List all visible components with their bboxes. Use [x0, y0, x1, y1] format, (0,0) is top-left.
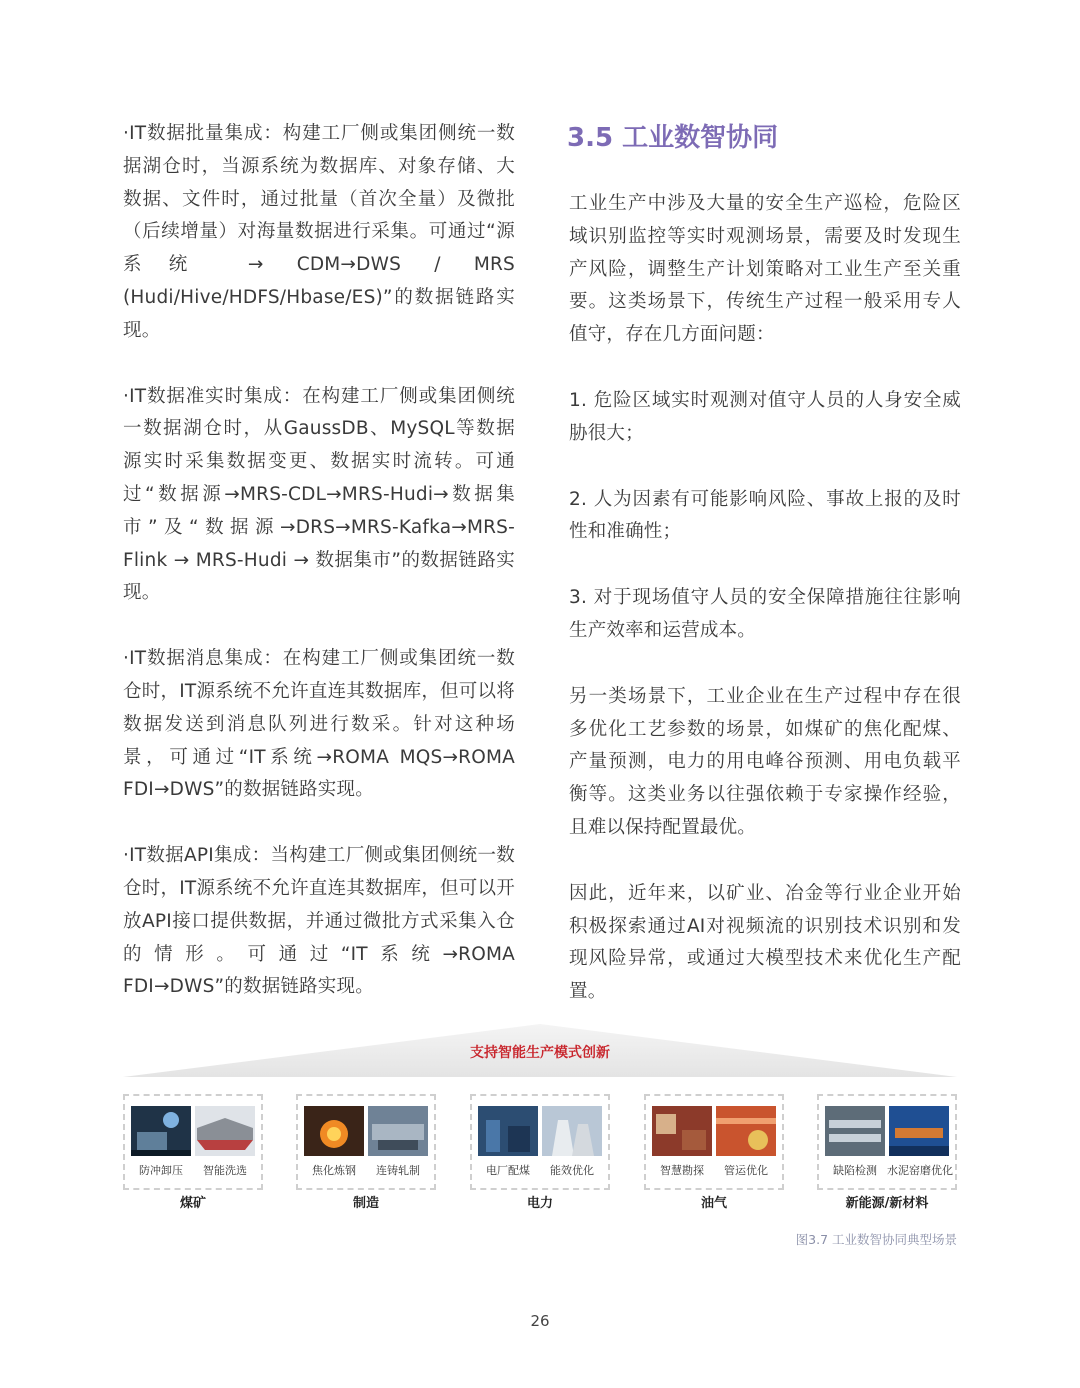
paragraph-intro: 工业生产中涉及大量的安全生产巡检，危险区域识别监控等实时观测场景，需要及时发现生产风险，调整生产计划策略对工业生产至关重要。这类场景下，传统生产过程一般采用专人值守，存在几方面问题： — [569, 193, 961, 346]
caption-item: 管运优化 — [724, 1164, 768, 1177]
group-name: 电力 — [526, 1196, 553, 1211]
right-column — [569, 118, 961, 1042]
paragraph-issue-3: 3. 对于现场值守人员的安全保障措施往往影响生产效率和运营成本。 — [569, 587, 961, 641]
group-name: 新能源/新材料 — [845, 1196, 929, 1211]
paragraph-conclusion: 因此，近年来，以矿业、冶金等行业企业开始积极探索通过AI对视频流的识别技术识别和发现风险异常，或通过大模型技术来优化生产配置。 — [569, 882, 961, 1003]
photo-smart-washing — [195, 1106, 255, 1156]
photo-pipeline-optimization — [716, 1106, 776, 1156]
banner-title: 支持智能生产模式创新 — [470, 1045, 610, 1061]
group-manufacturing — [296, 1094, 436, 1211]
group-box — [123, 1094, 263, 1190]
figure-caption: 图3.7 工业数智协同典型场景 — [795, 1232, 957, 1247]
caption-item: 缺陷检测 — [833, 1164, 877, 1177]
caption-item: 智能洗选 — [203, 1164, 247, 1177]
group-name: 制造 — [352, 1196, 379, 1211]
caption-item: 智慧勘探 — [660, 1164, 704, 1177]
caption-item: 防冲卸压 — [139, 1164, 183, 1177]
caption-item: 连铸轧制 — [376, 1164, 420, 1177]
group-oil-gas — [644, 1094, 784, 1211]
group-box — [817, 1094, 957, 1190]
group-box — [296, 1094, 436, 1190]
group-box — [470, 1094, 610, 1190]
section-heading: 3.5 工业数智协同 — [567, 123, 779, 153]
caption-item: 水泥窑磨优化 — [887, 1164, 953, 1177]
photo-anti-impact — [131, 1106, 191, 1156]
photo-coking-steel — [304, 1106, 364, 1156]
paragraph-issue-2: 2. 人为因素有可能影响风险、事故上报的及时性和准确性； — [569, 488, 961, 543]
group-name: 油气 — [700, 1196, 727, 1211]
scenario-figure — [123, 1022, 957, 1222]
paragraph-issue-1: 1. 危险区域实时观测对值守人员的人身安全威胁很大； — [569, 389, 961, 444]
caption-item: 焦化炼钢 — [312, 1164, 356, 1177]
paragraph-it-batch-integration: ·IT数据批量集成：构建工厂侧或集团侧统一数据湖仓时，当源系统为数据库、对象存储、大数据、文件时，通过批量（首次全量）及微批（后续增量）对海量数据进行采集。可通过“源系统 → CDM→DWS / MRS (Hudi/Hive/HDFS/Hbase/ES)”的数据链路实现。 — [123, 123, 515, 341]
photo-defect-detection — [825, 1106, 885, 1156]
group-box — [644, 1094, 784, 1190]
photo-smart-exploration — [652, 1106, 712, 1156]
group-new-energy-materials — [817, 1094, 957, 1211]
photo-cement-kiln-optimization — [889, 1106, 949, 1156]
group-coal-mine — [123, 1094, 263, 1211]
left-column — [123, 118, 515, 1037]
photo-power-plant-coal — [478, 1106, 538, 1156]
paragraph-optimization: 另一类场景下，工业企业在生产过程中存在很多优化工艺参数的场景，如煤矿的焦化配煤、产量预测，电力的用电峰谷预测、用电负载平衡等。这类业务以往强依赖于专家操作经验，且难以保持配置最优。 — [569, 685, 961, 838]
caption-item: 电厂配煤 — [486, 1164, 530, 1177]
group-power — [470, 1094, 610, 1211]
paragraph-it-message-integration: ·IT数据消息集成：在构建工厂侧或集团统一数仓时，IT源系统不允许直连其数据库，但可以将数据发送到消息队列进行数采。针对这种场景，可通过“IT系统→ROMA MQS→ROMA FDI→DWS”的数据链路实现。 — [123, 648, 515, 801]
photo-casting-rolling — [368, 1106, 428, 1156]
paragraph-it-realtime-integration: ·IT数据准实时集成：在构建工厂侧或集团侧统一数据湖仓时，从GaussDB、MySQL等数据源实时采集数据变更、数据实时流转。可通过“数据源→MRS-CDL→MRS-Hudi→数据集市”及“数据源→DRS→MRS-Kafka→MRS-Flink → MRS-Hudi → 数据集市”的数据链路实现。 — [123, 385, 515, 604]
group-name: 煤矿 — [179, 1196, 206, 1211]
photo-energy-efficiency — [542, 1106, 602, 1156]
page-number: 26 — [530, 1312, 550, 1330]
caption-item: 能效优化 — [550, 1164, 594, 1177]
paragraph-it-api-integration: ·IT数据API集成：当构建工厂侧或集团侧统一数仓时，IT源系统不允许直连其数据库，但可以开放API接口提供数据，并通过微批方式采集入仓的情形。可通过“IT系统→ROMA FDI→DWS”的数据链路实现。 — [123, 845, 515, 998]
